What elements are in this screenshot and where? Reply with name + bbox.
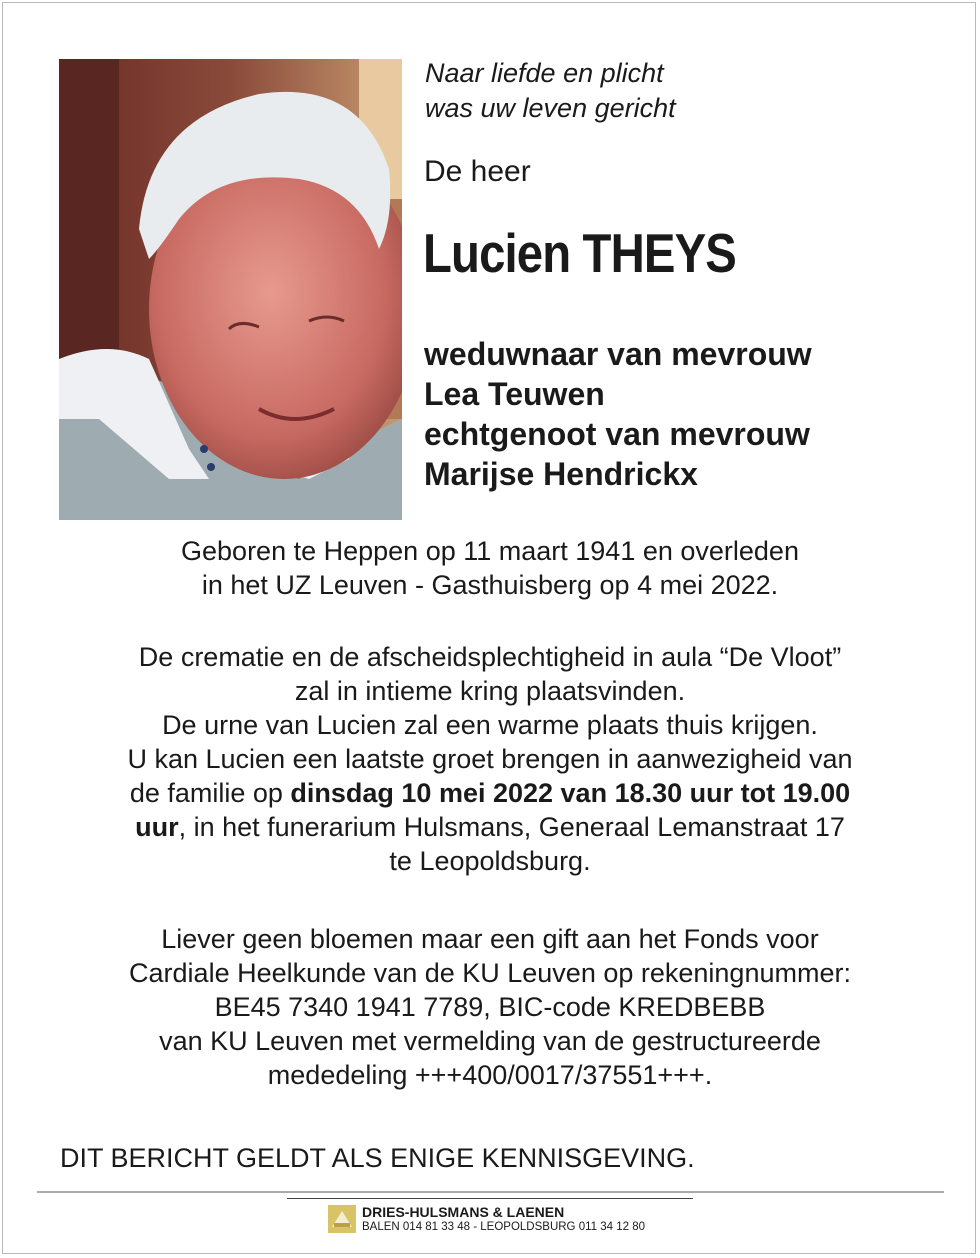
motto-line: Naar liefde en plicht (425, 58, 664, 88)
text-line: in het UZ Leuven - Gasthuisberg op 4 mei 2022. (201, 570, 779, 600)
ceremony-paragraph (40, 640, 940, 878)
text-fragment: de familie op (129, 778, 291, 808)
text-line: De urne van Lucien zal een warme plaats thuis krijgen. (162, 710, 818, 740)
relation-line: echtgenoot van mevrouw (424, 416, 810, 452)
donation-paragraph (40, 922, 940, 1092)
relation-line: Marijse Hendrickx (424, 456, 698, 492)
text-line (40, 810, 940, 844)
text-line: zal in intieme kring plaatsvinden. (294, 676, 686, 706)
text-line: De crematie en de afscheidsplechtigheid in aula “De Vloot” (138, 642, 842, 672)
text-line: Liever geen bloemen maar een gift aan het Fonds voor (161, 924, 819, 954)
text-line: van KU Leuven met vermelding van de gestructureerde (159, 1026, 821, 1056)
text-line: te Leopoldsburg. (389, 846, 591, 876)
text-line: mededeling +++400/0017/37551+++. (267, 1060, 713, 1090)
divider (37, 1191, 944, 1193)
birth-death-paragraph (40, 534, 940, 602)
motto (425, 56, 676, 126)
portrait-photo (59, 59, 402, 520)
official-notice: DIT BERICHT GELDT ALS ENIGE KENNISGEVING. (60, 1143, 695, 1173)
funeral-home-contact: BALEN 014 81 33 48 - LEOPOLDSBURG 011 34 12 80 (362, 1221, 645, 1233)
text-line (40, 776, 940, 810)
relation-line: weduwnaar van mevrouw (424, 336, 812, 372)
visitation-time-unit: uur (135, 812, 179, 842)
funeral-home-name: DRIES-HULSMANS & LAENEN (362, 1204, 565, 1220)
funeral-home-logo-icon (328, 1205, 356, 1233)
text-line: Geboren te Heppen op 11 maart 1941 en overleden (181, 536, 799, 566)
relation-line: Lea Teuwen (424, 376, 605, 412)
text-fragment: , in het funerarium Hulsmans, Generaal Lemanstraat 17 (178, 812, 845, 842)
text-line: BE45 7340 1941 7789, BIC-code KREDBEBB (214, 992, 766, 1022)
visitation-date-time: dinsdag 10 mei 2022 van 18.30 uur tot 19.00 (290, 778, 851, 808)
text-line: U kan Lucien een laatste groet brengen in aanwezigheid van (127, 744, 853, 774)
deceased-name: Lucien THEYS (423, 222, 736, 284)
motto-line: was uw leven gericht (425, 93, 676, 123)
text-line: Cardiale Heelkunde van de KU Leuven op rekeningnummer: (129, 958, 851, 988)
divider (287, 1198, 693, 1199)
honorific: De heer (424, 155, 531, 188)
family-relations (424, 334, 812, 494)
